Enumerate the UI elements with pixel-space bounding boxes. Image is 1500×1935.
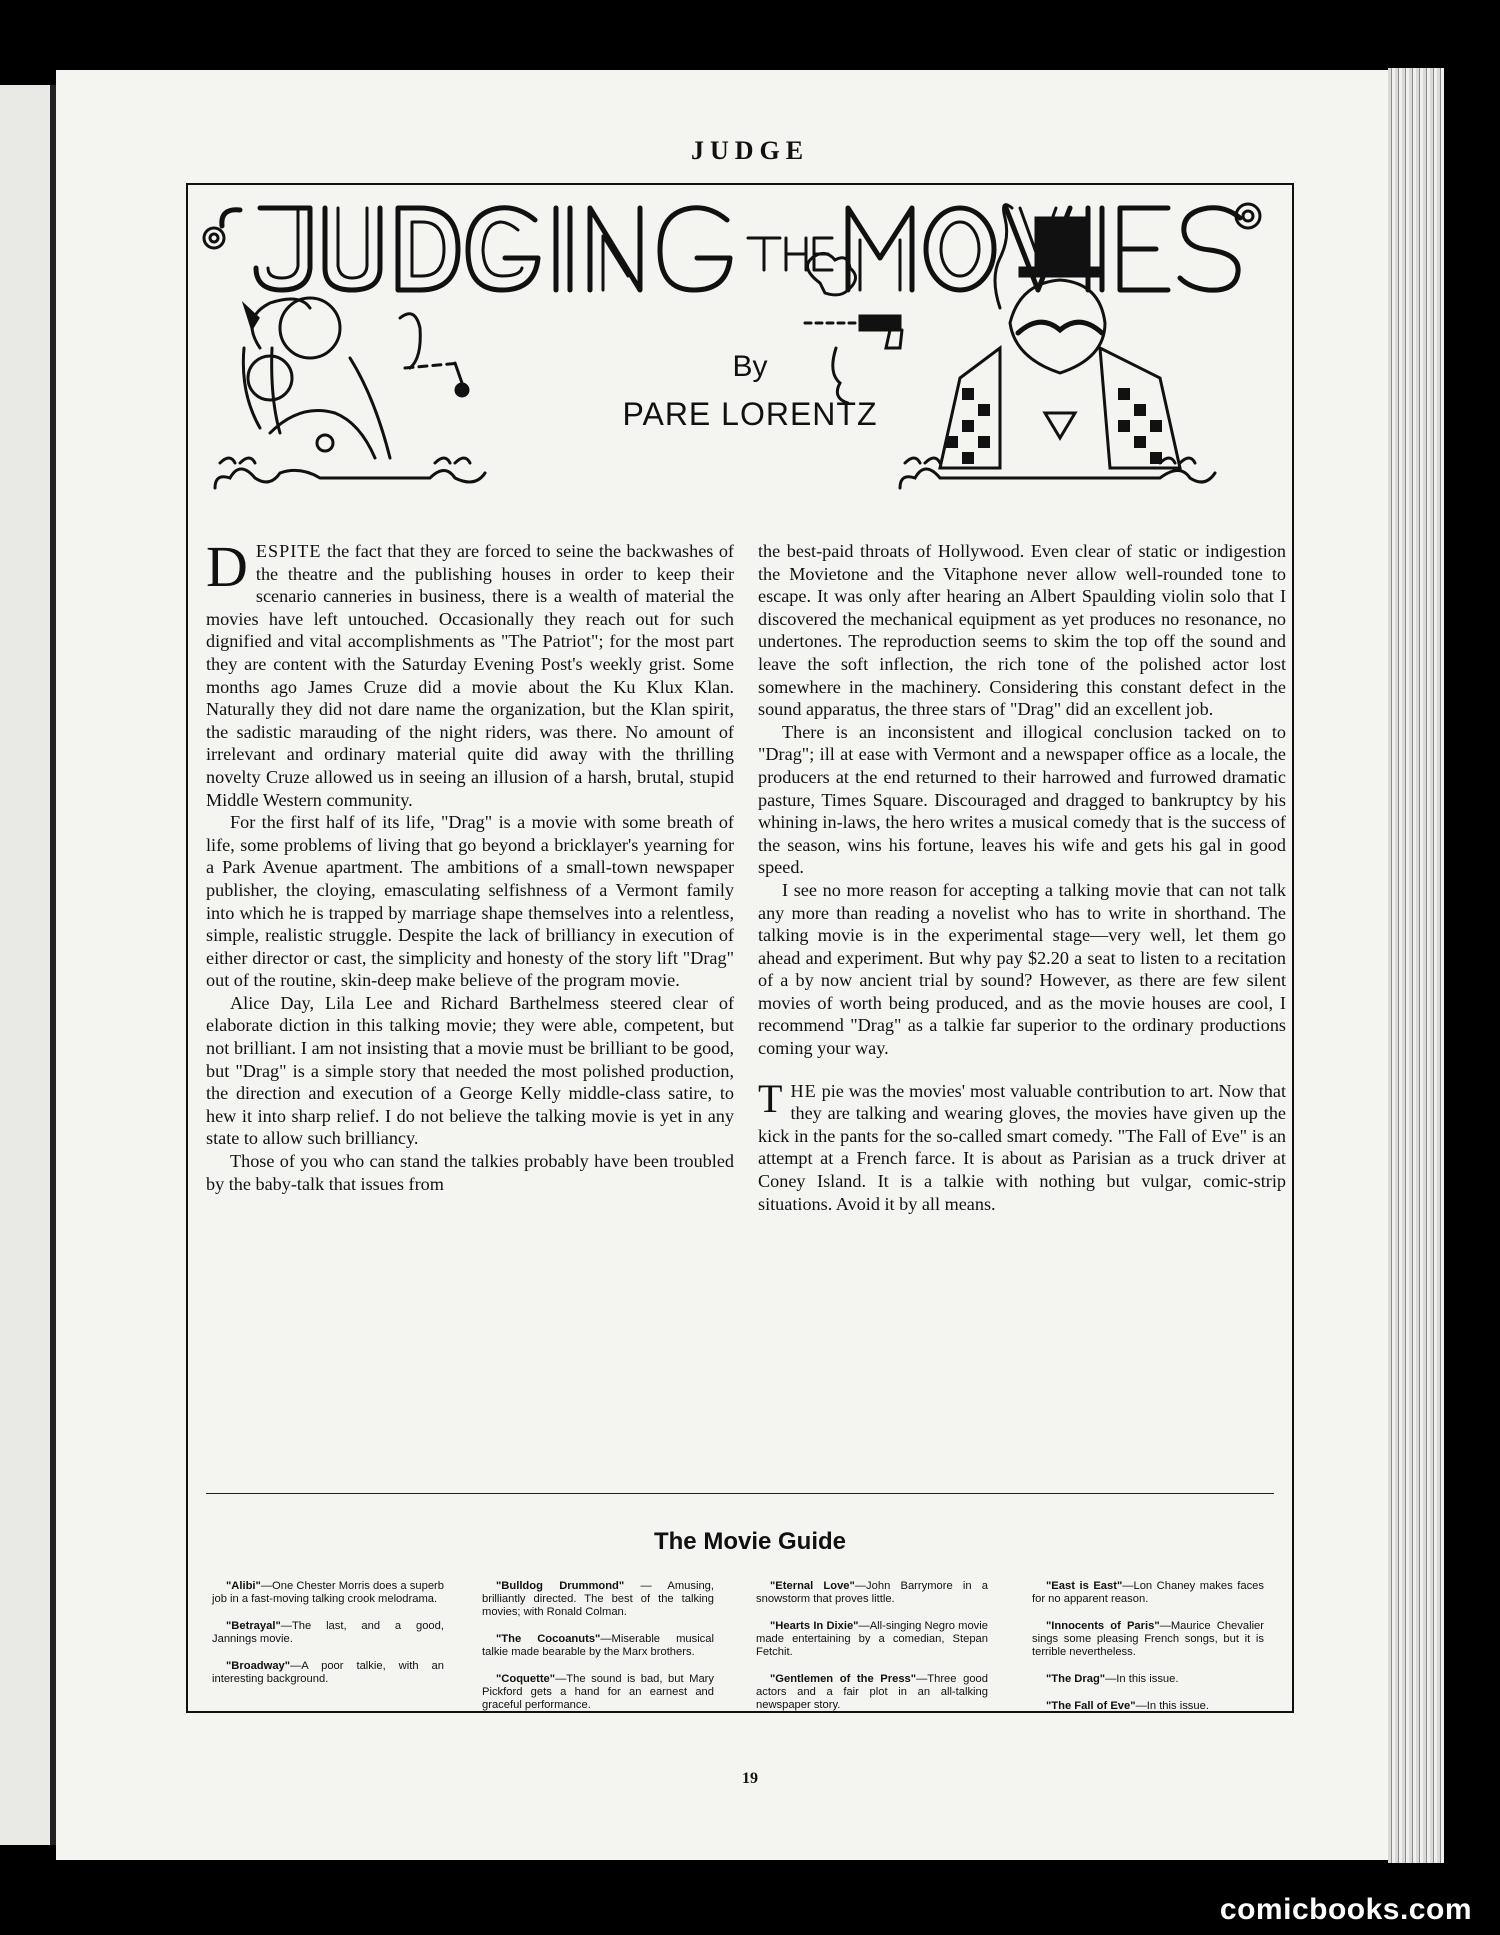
film-review: —The last, and a good, Jannings movie. (212, 1620, 444, 1645)
movie-guide-title: The Movie Guide (653, 1528, 847, 1555)
guide-entry (212, 1580, 444, 1606)
page-stack-edges (1388, 68, 1444, 1863)
movie-guide-column-3 (756, 1580, 988, 1726)
article-paragraph: For the first half of its life, "Drag" is a movie with some breath of life, some problems of living that go beyond a bricklayer's yearning for a Park Avenue apartment. The ambitions of a small-town newspaper publisher, the cloying, emasculating selfishness of a Vermont family into which he is trapped by marriage shape themselves into a relentless, simple, realistic struggle. Despite the lack of brilliancy in execution of either director or cast, the simplicity and honesty of the story lift "Drag" out of the routine, skin-deep make believe of the program movie. (206, 812, 734, 991)
film-title: "Gentlemen of the Press" (770, 1673, 917, 1685)
film-review: —One Chester Morris does a superb job in a fast-moving talking crook melodrama. (212, 1580, 444, 1605)
byline-by: By (732, 350, 768, 383)
film-title: "Eternal Love" (770, 1580, 855, 1592)
guide-entry (1032, 1673, 1264, 1686)
article-paragraph: the best-paid throats of Hollywood. Even clear of static or indigestion the Movietone and the Vitaphone never allow well-rounded tone to escape. It was only after hearing an Albert Spaulding violin solo that I discovered the mechanical equipment as yet produces no resonance, no undertones. The reproduction seems to skim the top off the sound and leave the soft inflection, the rich tone of the polished actor lost somewhere in the machinery. Considering this constant defect in the sound apparatus, the three stars of "Drag" did an excellent job. (758, 541, 1286, 720)
page-number: 19 (742, 1770, 758, 1787)
article-column-1 (206, 534, 734, 1195)
drop-cap: T (758, 1075, 783, 1121)
film-review: —All-singing Negro movie made entertaining by a comedian, Stepan Fetchit. (756, 1620, 988, 1658)
lead-smallcaps: ESPITE (255, 541, 322, 561)
movie-guide-column-2 (482, 1580, 714, 1726)
film-review: —The sound is bad, but Mary Pickford gets a hand for an earnest and graceful performance. (482, 1673, 714, 1711)
movie-guide-column-4 (1032, 1580, 1264, 1727)
film-title: "Coquette" (496, 1673, 556, 1685)
paragraph-text: pie was the movies' most valuable contribution to art. Now that they are talking and wearing gloves, the movies have given up the kick in the pants for the so-called smart comedy. "The Fall of Eve" is an attempt at a French farce. It is about as Parisian as a truck driver at Coney Island. It is a talkie with nothing but vulgar, comic-strip situations. Avoid it by all means. (758, 1080, 1286, 1214)
guide-entry (212, 1660, 444, 1686)
paragraph-text: the fact that they are forced to seine the backwashes of the theatre and the publishing houses in order to keep their scenario canneries in business, there is a wealth of material the movies have left untouched. Occasionally they reach out for such dignified and vital accomplishments as "The Patriot"; for the most part they are content with the Saturday Evening Post's weekly grist. Some months ago James Cruze did a movie about the Ku Klux Klan. Naturally they did not dare name the organization, but the Klan spirit, the sadistic marauding of the night riders, was there. No amount of irrelevant and ordinary material quite did away with the thrilling novelty Cruze allowed us in seeing an illusion of a harsh, brutal, stupid Middle Western community. (206, 541, 734, 810)
guide-entry (1032, 1700, 1264, 1713)
guide-entry (756, 1673, 988, 1712)
article-paragraph: I see no more reason for accepting a talking movie that can not talk any more than reading a novelist who has to write in shorthand. The talking movie is in the experimental stage—very well, let them go ahead and experiment. But why pay $2.20 a seat to listen to a recitation of a by now ancient trial by sound? However, as there are few silent movies of worth being produced, and as the movie houses are cool, I recommend "Drag" as a talkie far superior to the ordinary productions coming your way. (758, 879, 1286, 1059)
article-paragraph: There is an inconsistent and illogical conclusion tacked on to "Drag"; ill at ease with Vermont and a newspaper office as a locale, the producers at the end returned to their harrowed and furrowed dramatic pasture, Times Square. Discouraged and dragged to bankruptcy by his whining in-laws, the hero writes a musical comedy that is the success of the season, wins his fortune, leaves his wife and gets his gal in good speed. (758, 721, 1286, 878)
guide-entry (756, 1620, 988, 1659)
article-paragraph (206, 534, 734, 811)
film-review: —In this issue. (1105, 1673, 1179, 1685)
film-title: "Broadway" (226, 1660, 291, 1672)
film-title: "The Cocoanuts" (496, 1633, 601, 1645)
guide-entry (1032, 1620, 1264, 1659)
guide-entry (1032, 1580, 1264, 1606)
facing-page (0, 85, 50, 1845)
film-review: —John Barrymore in a snowstorm that proves little. (756, 1580, 988, 1605)
film-review: —Maurice Chevalier sings some pleasing French songs, but it is terrible nevertheless. (1032, 1620, 1265, 1658)
title-illustration (200, 198, 1280, 498)
movie-guide-column-1 (212, 1580, 444, 1700)
lead-smallcaps: HE (790, 1080, 817, 1101)
film-review: —Three good actors and a fair plot in an all-talking newspaper story. (756, 1673, 988, 1711)
film-review: —Lon Chaney makes faces for no apparent reason. (1032, 1580, 1264, 1605)
masthead: JUDGE (690, 136, 810, 165)
film-title: "The Fall of Eve" (1046, 1700, 1136, 1712)
film-title: "Alibi" (226, 1580, 261, 1592)
film-title: "The Drag" (1046, 1673, 1106, 1685)
guide-entry (482, 1673, 714, 1712)
byline (600, 350, 900, 433)
guide-entry (212, 1620, 444, 1646)
guide-entry (482, 1633, 714, 1659)
author-name: PARE LORENTZ (622, 396, 878, 432)
film-title: "Innocents of Paris" (1046, 1620, 1160, 1632)
article-paragraph: Those of you who can stand the talkies probably have been troubled by the baby-talk that issues from (206, 1151, 734, 1194)
film-review: — Amusing, brilliantly directed. The best of the talking movies; with Ronald Colman. (482, 1580, 714, 1618)
drop-cap: D (206, 534, 248, 599)
film-title: "Hearts In Dixie" (770, 1620, 859, 1632)
film-review: —A poor talkie, with an interesting background. (212, 1660, 444, 1685)
guide-entry (482, 1580, 714, 1619)
film-title: "East is East" (1046, 1580, 1123, 1592)
article-paragraph: Alice Day, Lila Lee and Richard Barthelmess steered clear of elaborate diction in this talking movie; they were able, competent, but not brilliant. I am not insisting that a movie must be brilliant to be good, but "Drag" is a simple story that needed the most polished production, the direction and execution of a George Kelly middle-class satire, to hew it into sharp relief. I do not believe the talking movie is yet in any state to allow such brilliancy. (206, 992, 734, 1149)
watermark: comicbooks.com (1219, 1893, 1472, 1926)
film-title: "Betrayal" (226, 1620, 281, 1632)
guide-entry (756, 1580, 988, 1606)
film-title: "Bulldog Drummond" (496, 1580, 625, 1592)
section-divider (206, 1493, 1274, 1494)
film-review: —Miserable musical talkie made bearable by the Marx brothers. (482, 1633, 714, 1658)
film-review: —In this issue. (1135, 1700, 1209, 1712)
article-column-2 (758, 540, 1286, 1215)
article-paragraph (758, 1075, 1286, 1216)
